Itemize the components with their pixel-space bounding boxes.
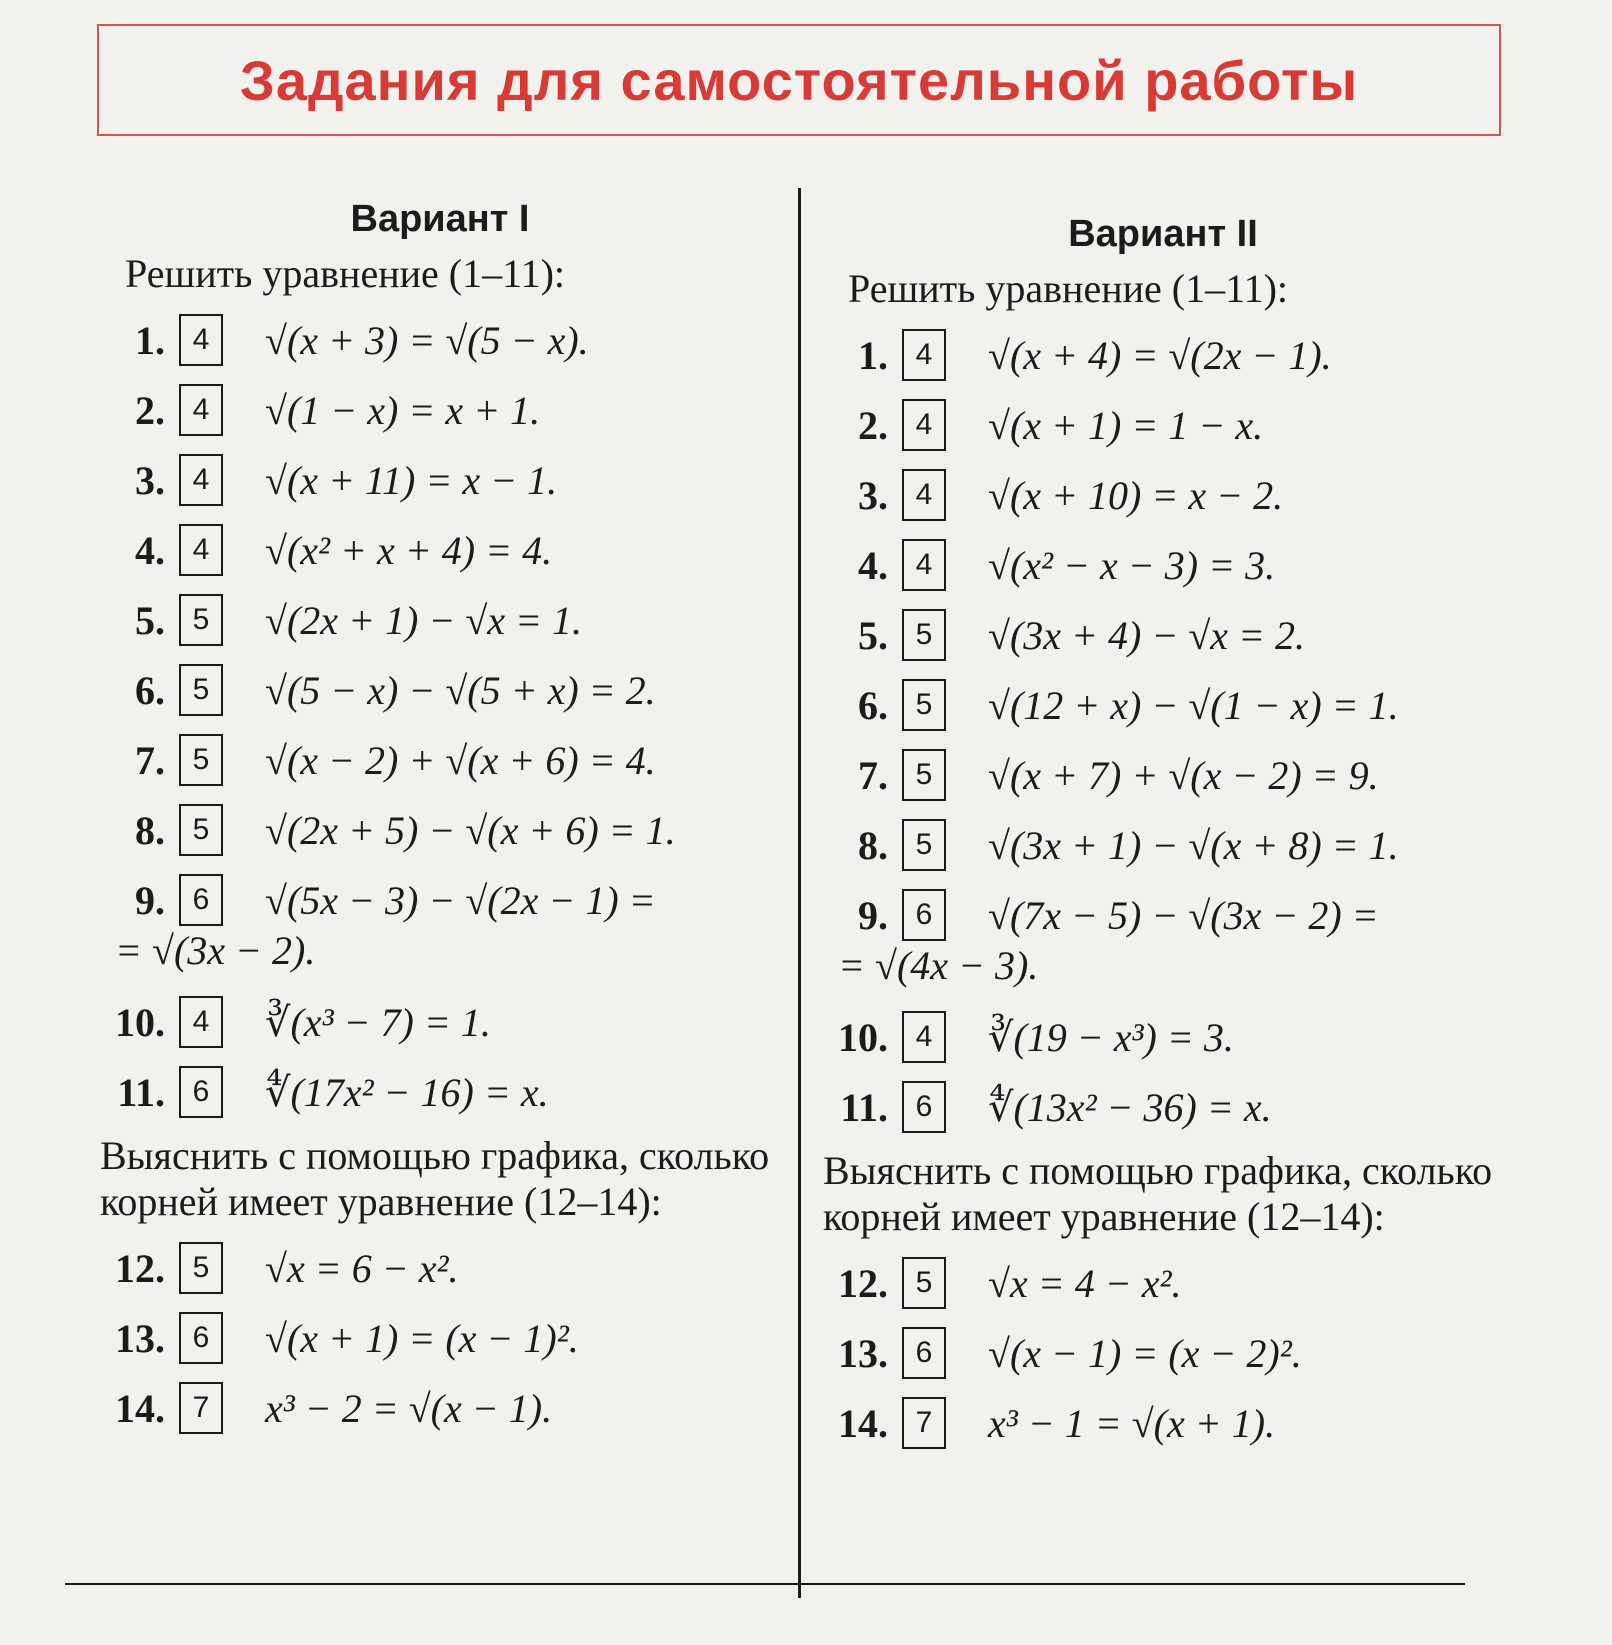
score-box: 5 xyxy=(902,609,946,661)
task-row xyxy=(818,880,1508,950)
task-row xyxy=(95,1057,785,1127)
score-box: 4 xyxy=(179,384,223,436)
task-number: 9. xyxy=(858,892,888,938)
task-number: 1. xyxy=(858,332,888,378)
score-box: 4 xyxy=(179,524,223,576)
task-row xyxy=(95,515,785,585)
task-row xyxy=(95,1303,785,1373)
score-box: 4 xyxy=(902,329,946,381)
task-equation: √(12 + x) − √(1 − x) = 1. xyxy=(988,682,1399,728)
task-equation: √(x² − x − 3) = 3. xyxy=(988,542,1276,588)
score-box: 6 xyxy=(902,889,946,941)
variant-1-title: Вариант I xyxy=(350,198,530,240)
score-box: 4 xyxy=(902,539,946,591)
task-row xyxy=(818,740,1508,810)
task-equation: √(x + 10) = x − 2. xyxy=(988,472,1284,518)
task-number: 1. xyxy=(135,317,165,363)
score-box: 4 xyxy=(902,399,946,451)
score-box: 5 xyxy=(902,749,946,801)
task-row xyxy=(818,320,1508,390)
task-row xyxy=(95,445,785,515)
score-box: 5 xyxy=(179,1242,223,1294)
task-equation: √(5x − 3) − √(2x − 1) = xyxy=(265,877,656,923)
task-equation: √(3x + 1) − √(x + 8) = 1. xyxy=(988,822,1399,868)
task-number: 3. xyxy=(135,457,165,503)
task-number: 14. xyxy=(115,1385,165,1431)
variant-2-instruction: Решить уравнение (1–11): xyxy=(848,266,1289,311)
task-number: 5. xyxy=(135,597,165,643)
score-box: 6 xyxy=(179,874,223,926)
task-number: 7. xyxy=(858,752,888,798)
task-equation-continuation: = √(3x − 2). xyxy=(115,928,316,973)
task-row xyxy=(818,1248,1508,1318)
task-row xyxy=(818,670,1508,740)
task-equation: ∜(13x² − 36) = x. xyxy=(988,1084,1272,1130)
variant-1-instruction: Решить уравнение (1–11): xyxy=(125,251,566,296)
task-row xyxy=(818,1388,1508,1458)
variant-1-column xyxy=(95,190,785,1443)
task-number: 8. xyxy=(858,822,888,868)
task-number: 9. xyxy=(135,877,165,923)
task-number: 10. xyxy=(115,999,165,1045)
task-equation: √(1 − x) = x + 1. xyxy=(265,387,541,433)
task-row xyxy=(818,530,1508,600)
task-equation: √(3x + 4) − √x = 2. xyxy=(988,612,1306,658)
variant-2-graph-instruction: Выяснить с помощью графика, сколько корней имеет уравнение (12–14): xyxy=(823,1148,1493,1239)
score-box: 6 xyxy=(902,1081,946,1133)
task-equation: √(5 − x) − √(5 + x) = 2. xyxy=(265,667,656,713)
task-equation: x³ − 2 = √(x − 1). xyxy=(265,1385,553,1431)
column-divider xyxy=(798,188,801,1598)
task-number: 12. xyxy=(838,1260,888,1306)
task-number: 8. xyxy=(135,807,165,853)
bottom-rule xyxy=(65,1583,1465,1585)
task-number: 10. xyxy=(838,1014,888,1060)
task-equation: √(x − 2) + √(x + 6) = 4. xyxy=(265,737,656,783)
task-row xyxy=(818,1072,1508,1142)
task-number: 6. xyxy=(858,682,888,728)
task-number: 2. xyxy=(858,402,888,448)
task-row xyxy=(95,305,785,375)
score-box: 4 xyxy=(179,314,223,366)
task-number: 13. xyxy=(838,1330,888,1376)
task-number: 12. xyxy=(115,1245,165,1291)
task-equation: √(x + 3) = √(5 − x). xyxy=(265,317,589,363)
task-equation: √(7x − 5) − √(3x − 2) = xyxy=(988,892,1379,938)
task-equation: √(2x + 5) − √(x + 6) = 1. xyxy=(265,807,676,853)
task-row xyxy=(95,987,785,1057)
variant-2-title: Вариант II xyxy=(1068,213,1258,255)
task-row xyxy=(95,1233,785,1303)
variant-1-graph-instruction: Выяснить с помощью графика, сколько корней имеет уравнение (12–14): xyxy=(100,1133,770,1224)
task-equation: √(x² + x + 4) = 4. xyxy=(265,527,553,573)
task-row xyxy=(818,600,1508,670)
task-equation: √(x − 1) = (x − 2)². xyxy=(988,1330,1302,1376)
score-box: 7 xyxy=(902,1397,946,1449)
task-equation: √(2x + 1) − √x = 1. xyxy=(265,597,583,643)
task-row xyxy=(95,865,785,935)
score-box: 5 xyxy=(179,804,223,856)
task-equation: ∜(17x² − 16) = x. xyxy=(265,1069,549,1115)
task-number: 14. xyxy=(838,1400,888,1446)
score-box: 5 xyxy=(902,819,946,871)
task-number: 11. xyxy=(840,1084,888,1130)
task-equation: √(x + 1) = (x − 1)². xyxy=(265,1315,579,1361)
task-equation: √x = 4 − x². xyxy=(988,1260,1182,1306)
score-box: 7 xyxy=(179,1382,223,1434)
task-equation: x³ − 1 = √(x + 1). xyxy=(988,1400,1276,1446)
score-box: 5 xyxy=(902,679,946,731)
task-equation: ∛(x³ − 7) = 1. xyxy=(265,999,491,1045)
task-row xyxy=(818,1002,1508,1072)
score-box: 4 xyxy=(179,996,223,1048)
page-title: Задания для самостоятельной работы xyxy=(239,48,1359,112)
score-box: 6 xyxy=(179,1312,223,1364)
score-box: 4 xyxy=(902,1011,946,1063)
task-row xyxy=(95,795,785,865)
task-row xyxy=(818,1318,1508,1388)
task-number: 7. xyxy=(135,737,165,783)
task-row xyxy=(95,585,785,655)
score-box: 6 xyxy=(179,1066,223,1118)
task-number: 11. xyxy=(117,1069,165,1115)
task-number: 2. xyxy=(135,387,165,433)
score-box: 5 xyxy=(179,734,223,786)
task-row xyxy=(95,375,785,445)
task-equation: √(x + 1) = 1 − x. xyxy=(988,402,1264,448)
task-number: 5. xyxy=(858,612,888,658)
score-box: 6 xyxy=(902,1327,946,1379)
task-number: 4. xyxy=(858,542,888,588)
score-box: 5 xyxy=(179,664,223,716)
task-number: 4. xyxy=(135,527,165,573)
task-number: 13. xyxy=(115,1315,165,1361)
task-row xyxy=(95,655,785,725)
task-equation: ∛(19 − x³) = 3. xyxy=(988,1014,1234,1060)
task-row xyxy=(95,725,785,795)
task-row xyxy=(818,460,1508,530)
score-box: 4 xyxy=(902,469,946,521)
score-box: 4 xyxy=(179,454,223,506)
task-equation-continuation: = √(4x − 3). xyxy=(838,943,1039,988)
task-row xyxy=(95,1373,785,1443)
task-equation: √(x + 4) = √(2x − 1). xyxy=(988,332,1332,378)
task-equation: √(x + 7) + √(x − 2) = 9. xyxy=(988,752,1379,798)
score-box: 5 xyxy=(179,594,223,646)
task-row xyxy=(818,390,1508,460)
task-row xyxy=(818,810,1508,880)
task-equation: √x = 6 − x². xyxy=(265,1245,459,1291)
title-frame xyxy=(97,24,1501,136)
task-equation: √(x + 11) = x − 1. xyxy=(265,457,558,503)
task-number: 6. xyxy=(135,667,165,713)
task-number: 3. xyxy=(858,472,888,518)
variant-2-column xyxy=(818,205,1508,1458)
score-box: 5 xyxy=(902,1257,946,1309)
